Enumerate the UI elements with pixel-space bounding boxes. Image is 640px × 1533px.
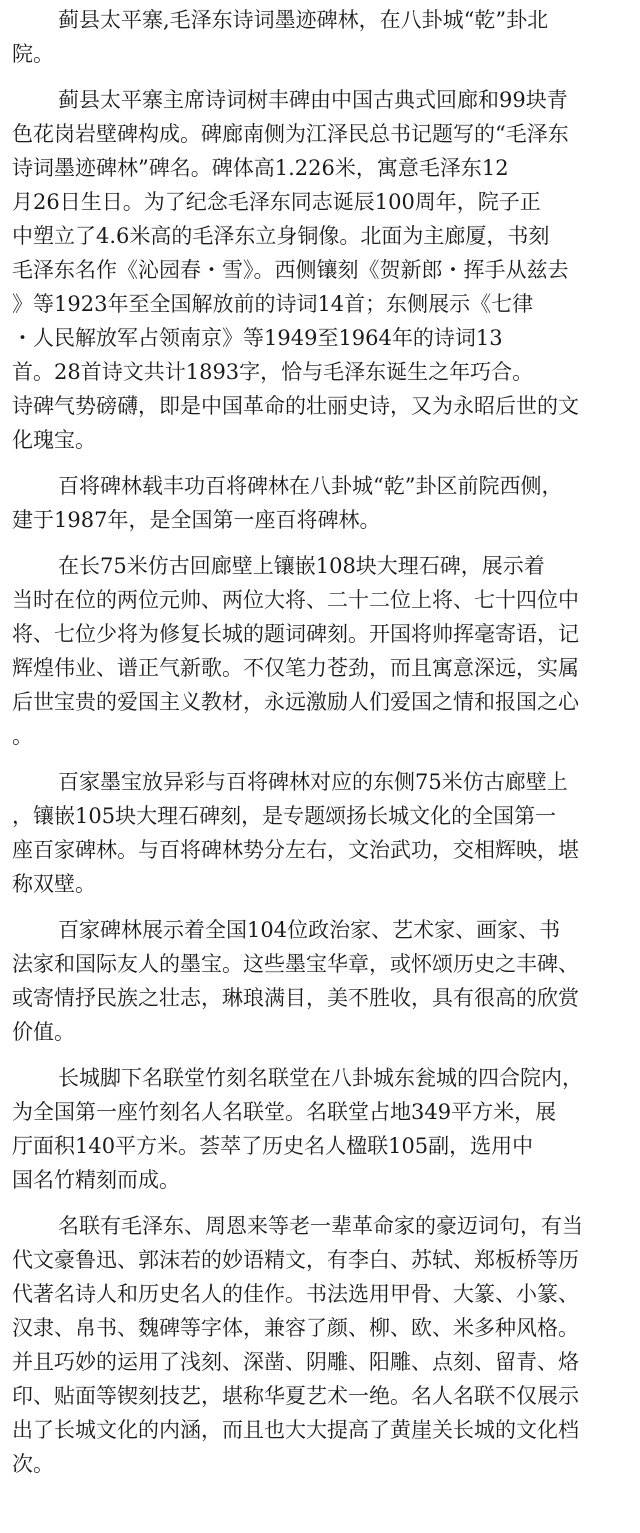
text-line: 或寄情抒民族之壮志，琳琅满目，美不胜收，具有很高的欣赏 bbox=[12, 986, 579, 1010]
text-line: 当时在位的两位元帅、两位大将、二十二位上将、七十四位中 bbox=[12, 588, 579, 612]
text-line: 毛泽东名作《沁园春・雪》。西侧镶刻《贺新郎・挥手从兹去 bbox=[12, 258, 569, 282]
text-line: 化瑰宝。 bbox=[12, 428, 96, 452]
text-line: 蓟县太平寨主席诗词树丰碑由中国古典式回廊和99块青 bbox=[58, 88, 568, 112]
text-line: 院。 bbox=[12, 42, 54, 66]
text-line: 厅面积140平方米。荟萃了历史名人楹联105副，选用中 bbox=[12, 1134, 534, 1158]
paragraph-5 bbox=[12, 765, 632, 901]
text-line: 印、贴面等锲刻技艺，堪称华夏艺术一绝。名人名联不仅展示 bbox=[12, 1384, 579, 1408]
text-line: 代著名诗人和历史名人的佳作。书法选用甲骨、大篆、小篆、 bbox=[12, 1282, 579, 1306]
paragraph-2 bbox=[12, 83, 632, 457]
text-line: 在长75米仿古回廊壁上镶嵌108块大理石碑，展示着 bbox=[58, 554, 545, 578]
paragraph-8 bbox=[12, 1209, 632, 1481]
text-line: 首。28首诗文共计1893字，恰与毛泽东诞生之年巧合。 bbox=[12, 360, 534, 384]
text-line: 后世宝贵的爱国主义教材，永远激励人们爱国之情和报国之心 bbox=[12, 690, 579, 714]
paragraph-3 bbox=[12, 469, 632, 537]
paragraph-6 bbox=[12, 913, 632, 1049]
text-line: 名联有毛泽东、周恩来等老一辈革命家的豪迈词句，有当 bbox=[58, 1214, 583, 1238]
text-line: 月26日生日。为了纪念毛泽东同志诞辰100周年，院子正 bbox=[12, 190, 541, 214]
text-line: 代文豪鲁迅、郭沫若的妙语精文，有李白、苏轼、郑板桥等历 bbox=[12, 1248, 579, 1272]
text-line: ・人民解放军占领南京》等1949至1964年的诗词13 bbox=[12, 326, 503, 350]
text-line: 建于1987年，是全国第一座百将碑林。 bbox=[12, 508, 381, 532]
paragraph-7 bbox=[12, 1061, 632, 1197]
text-line: 座百家碑林。与百将碑林势分左右，文治武功，交相辉映，堪 bbox=[12, 838, 579, 862]
text-line: 称双壁。 bbox=[12, 872, 96, 896]
text-line: 价值。 bbox=[12, 1020, 75, 1044]
text-line: 蓟县太平寨,毛泽东诗词墨迹碑林，在八卦城“乾”卦北 bbox=[58, 8, 549, 32]
text-line: 汉隶、帛书、魏碑等字体，兼容了颜、柳、欧、米多种风格。 bbox=[12, 1316, 579, 1340]
text-line: 将、七位少将为修复长城的题词碑刻。开国将帅挥毫寄语，记 bbox=[12, 622, 579, 646]
text-line: 法家和国际友人的墨宝。这些墨宝华章，或怀颂历史之丰碑、 bbox=[12, 952, 579, 976]
text-line: 》等1923年至全国解放前的诗词14首；东侧展示《七律 bbox=[12, 292, 534, 316]
text-line: 国名竹精刻而成。 bbox=[12, 1168, 180, 1192]
article bbox=[12, 0, 632, 1476]
text-line: 中塑立了4.6米高的毛泽东立身铜像。北面为主廊厦，书刻 bbox=[12, 224, 550, 248]
text-line: 诗碑气势磅礴，即是中国革命的壮丽史诗，又为永昭后世的文 bbox=[12, 394, 579, 418]
paragraph-1 bbox=[12, 3, 632, 71]
text-line: 次。 bbox=[12, 1452, 54, 1476]
text-line: 百将碑林载丰功百将碑林在八卦城“乾”卦区前院西侧， bbox=[58, 474, 563, 498]
text-line: 长城脚下名联堂竹刻名联堂在八卦城东瓮城的四合院内， bbox=[58, 1066, 583, 1090]
text-line: ，镶嵌105块大理石碑刻，是专题颂扬长城文化的全国第一 bbox=[12, 804, 557, 828]
text-line: 百家碑林展示着全国104位政治家、艺术家、画家、书 bbox=[58, 918, 561, 942]
text-line: 。 bbox=[12, 724, 33, 748]
text-line: 色花岗岩壁碑构成。碑廊南侧为江泽民总书记题写的“毛泽东 bbox=[12, 122, 569, 146]
text-line: 诗词墨迹碑林”碑名。碑体高1.226米，寓意毛泽东12 bbox=[12, 156, 509, 180]
text-line: 并且巧妙的运用了浅刻、深凿、阴雕、阳雕、点刻、留青、烙 bbox=[12, 1350, 579, 1374]
text-line: 百家墨宝放异彩与百将碑林对应的东侧75米仿古廊壁上 bbox=[58, 770, 568, 794]
text-line: 辉煌伟业、谱正气新歌。不仅笔力苍劲，而且寓意深远，实属 bbox=[12, 656, 579, 680]
paragraph-4 bbox=[12, 549, 632, 753]
text-line: 为全国第一座竹刻名人名联堂。名联堂占地349平方米，展 bbox=[12, 1100, 557, 1124]
text-line: 出了长城文化的内涵，而且也大大提高了黄崖关长城的文化档 bbox=[12, 1418, 579, 1442]
